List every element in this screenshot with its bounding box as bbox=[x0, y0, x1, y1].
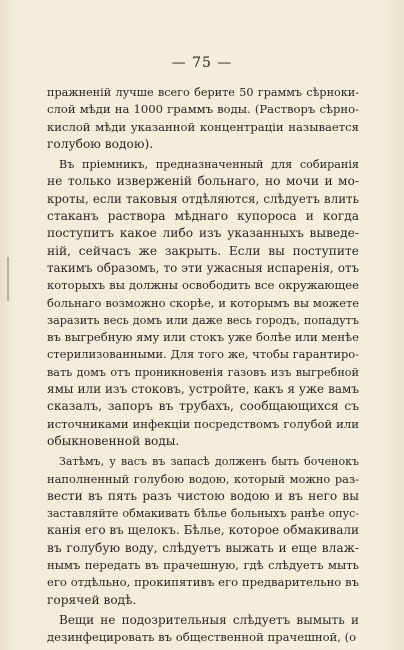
page-number: — 75 — bbox=[171, 55, 233, 71]
text-line: ямы или изъ стоковъ, устройте, какъ я уже вамъ bbox=[47, 382, 359, 397]
paragraph bbox=[47, 84, 359, 153]
text-line: стерилизованными. Для того же, чтобы гарантиро- bbox=[47, 347, 359, 362]
text-line: Затѣмъ, у васъ въ запасѣ долженъ быть боченокъ bbox=[59, 455, 359, 469]
text-line: дезинфецировать въ общественной прачешной, (о bbox=[47, 630, 357, 645]
text-line: которыхъ вы должны освободить все окружающее bbox=[47, 278, 359, 293]
text-line: ній, сейчасъ же закрыть. Если вы поступите bbox=[47, 243, 359, 258]
text-line: нымъ передать въ прачешную, гдѣ слѣдуетъ мыть bbox=[47, 558, 359, 573]
text-line: такимъ образомъ, то эти ужасныя испаренія, отъ bbox=[47, 260, 359, 275]
text-line: стаканъ раствора мѣднаго купороса и когда bbox=[47, 209, 359, 224]
text-line: кислой мѣди указанной концентраціи называется bbox=[47, 119, 359, 134]
text-line: Въ пріемникъ, предназначенный для собиранія bbox=[59, 158, 359, 172]
text-line: заразить весь домъ или даже весь городъ, попадутъ bbox=[47, 313, 359, 327]
text-line: голубою водою). bbox=[47, 136, 154, 151]
text-line: слой мѣди на 1000 граммъ воды. (Растворъ сѣрно- bbox=[47, 102, 359, 117]
margin-edge-mark bbox=[7, 257, 9, 301]
text-line: обыкновенной воды. bbox=[47, 433, 180, 448]
text-line: канія его въ щелокъ. Бѣлье, которое обмакивали bbox=[47, 523, 359, 538]
paragraph bbox=[47, 453, 359, 609]
text-line: горячей водѣ. bbox=[47, 592, 137, 607]
text-line: пражненій лучше всего берите 50 граммъ сѣрноки- bbox=[47, 86, 359, 99]
text-line: сказалъ, запоръ въ трубахъ, сообщающихся съ bbox=[47, 399, 359, 414]
text-line: въ голубую воду, слѣдуетъ выжать и еще влаж- bbox=[47, 540, 359, 555]
paragraph bbox=[47, 156, 359, 450]
text-line: больнаго возможно скорѣе, и которымъ вы можете bbox=[47, 295, 359, 310]
text-line: наполненный голубою водою, который можно раз- bbox=[47, 471, 359, 486]
body-text bbox=[47, 84, 359, 647]
text-line: его отдѣльно, прокипятивъ его предварительно въ bbox=[47, 575, 359, 590]
text-line: не только изверженій больнаго, но мочи и мо- bbox=[47, 174, 359, 189]
text-line: кроты, если таковыя отдѣляются, слѣдуетъ влить bbox=[47, 191, 359, 206]
paragraph bbox=[47, 612, 359, 647]
text-line: заставляйте обмакивать бѣлье больныхъ ранѣе опус- bbox=[47, 507, 359, 521]
text-line: вать домъ отъ проникновенія газовъ изъ выгребной bbox=[47, 365, 359, 379]
text-line: вести въ пять разъ чистою водою и въ него вы bbox=[47, 488, 359, 503]
text-line: Вещи не подозрительныя слѣдуетъ вымыть и bbox=[59, 612, 359, 627]
text-line: поступитъ какое либо изъ указанныхъ выведе- bbox=[47, 226, 359, 241]
text-line: въ выгребную яму или стокъ уже болѣе или менѣе bbox=[47, 330, 359, 345]
text-line: источниками инфекціи посредствомъ голубой или bbox=[47, 416, 359, 431]
